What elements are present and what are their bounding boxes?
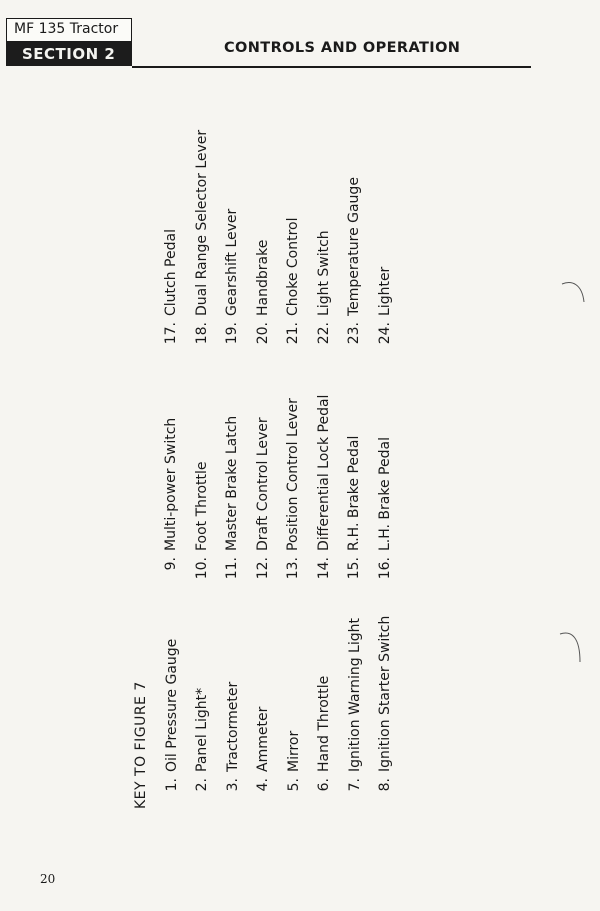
key-item-label: Panel Light* — [194, 687, 210, 772]
key-item-number: 14. — [315, 557, 332, 580]
key-item — [218, 616, 249, 809]
key-item-label: Draft Control Lever — [254, 417, 271, 551]
key-item-label: Ignition Starter Switch — [377, 615, 393, 772]
key-item — [187, 616, 218, 809]
key-item — [278, 395, 309, 588]
key-item-label: L.H. Brake Pedal — [376, 437, 393, 551]
key-item-number: 6. — [316, 778, 332, 792]
key-item-number: 1. — [163, 778, 180, 792]
key-item-number: 18. — [193, 322, 210, 345]
key-item — [217, 130, 248, 353]
key-item — [157, 616, 188, 809]
key-item-label: Hand Throttle — [316, 675, 332, 772]
key-item-number: 8. — [377, 778, 393, 792]
key-item-number: 22. — [315, 322, 332, 345]
key-item-number: 9. — [163, 557, 179, 571]
key-column-1 — [126, 616, 401, 809]
page-title: CONTROLS AND OPERATION — [224, 40, 461, 56]
key-item — [340, 616, 371, 809]
key-item — [278, 130, 309, 353]
key-item — [187, 395, 218, 588]
key-item — [370, 616, 401, 809]
key-item-number: 13. — [285, 557, 301, 580]
key-item-number: 11. — [224, 557, 240, 580]
key-item-label: Foot Throttle — [193, 461, 210, 551]
key-column-2 — [156, 395, 400, 588]
key-item — [339, 130, 370, 353]
key-item-number: 17. — [163, 322, 179, 345]
key-item — [248, 130, 279, 353]
key-item-number: 5. — [285, 778, 302, 792]
key-item-label: Gearshift Lever — [224, 208, 240, 316]
binding-mark — [558, 628, 588, 664]
key-item — [309, 616, 340, 809]
key-item — [156, 130, 187, 353]
key-item-number: 4. — [255, 778, 271, 792]
key-item-label: Light Switch — [315, 230, 332, 316]
key-item — [370, 130, 401, 353]
key-item-number: 19. — [224, 322, 240, 345]
binding-mark — [560, 276, 590, 306]
header-rule — [132, 66, 531, 68]
key-item-number: 20. — [254, 322, 271, 345]
key-item-number: 16. — [376, 557, 393, 580]
key-item-number: 7. — [346, 778, 363, 792]
key-item-number: 21. — [285, 322, 301, 345]
key-item — [370, 395, 401, 588]
key-item-number: 3. — [224, 778, 241, 792]
key-item-label: Temperature Gauge — [346, 177, 362, 316]
key-item-label: Master Brake Latch — [224, 415, 240, 551]
key-item — [309, 395, 340, 588]
key-item-label: Position Control Lever — [285, 398, 301, 551]
key-item — [248, 616, 279, 809]
key-item-label: Choke Control — [285, 217, 301, 316]
key-item-label: Multi-power Switch — [163, 417, 179, 551]
key-item-label: R.H. Brake Pedal — [346, 435, 362, 551]
key-item — [248, 395, 279, 588]
key-item-label: Tractormeter — [224, 681, 241, 772]
key-item-label: Mirror — [285, 730, 302, 772]
key-item-label: Lighter — [376, 266, 393, 316]
key-column-3 — [156, 130, 400, 353]
key-item-number: 24. — [376, 322, 393, 345]
key-item-number: 2. — [194, 778, 210, 792]
key-item-label: Oil Pressure Gauge — [163, 638, 180, 772]
key-item — [187, 130, 218, 353]
key-item-number: 23. — [346, 322, 362, 345]
key-item-label: Handbrake — [254, 239, 271, 316]
model-label: MF 135 Tractor — [6, 18, 132, 42]
section-label: SECTION 2 — [6, 42, 132, 66]
key-item-label: Dual Range Selector Lever — [193, 129, 210, 316]
key-item-number: 15. — [346, 557, 362, 580]
key-item — [217, 395, 248, 588]
key-item-label: Ammeter — [255, 706, 271, 772]
key-title: KEY TO FIGURE 7 — [133, 681, 149, 809]
key-item — [156, 395, 187, 588]
key-item — [279, 616, 310, 809]
key-item-number: 10. — [193, 557, 210, 580]
page-number: 20 — [40, 872, 56, 886]
key-item — [339, 395, 370, 588]
key-item-label: Ignition Warning Light — [346, 618, 363, 772]
key-item — [309, 130, 340, 353]
key-item-label: Clutch Pedal — [163, 229, 179, 316]
key-item-label: Differential Lock Pedal — [315, 394, 332, 551]
key-item-number: 12. — [254, 557, 271, 580]
